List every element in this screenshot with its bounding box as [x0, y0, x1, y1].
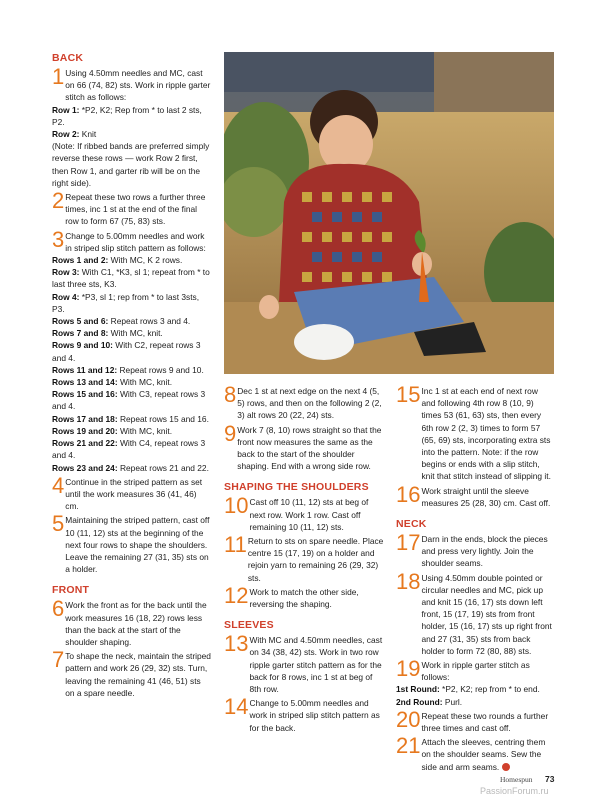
step-number: 17 [396, 530, 421, 556]
step-text: Work 7 (8, 10) rows straight so that the front now measures the same as the back to the start of the shoulder shaping. End with a wrong side row. [237, 424, 382, 472]
step-6 [52, 596, 212, 648]
step-12 [224, 582, 386, 610]
step-text: Return to sts on spare needle. Place centre 15 (17, 19) on a holder and rejoin yarn to remaining 26 (29, 32) sts. [247, 536, 384, 583]
step-2 [52, 188, 212, 228]
step-number: 5 [52, 511, 65, 537]
section-heading-shoulders: SHAPING THE SHOULDERS [224, 481, 369, 494]
step-text: Darn in the ends, block the pieces and press very lightly. Join the shoulder seams. [421, 534, 548, 569]
step-number: 19 [396, 656, 421, 682]
step-3 [52, 226, 212, 254]
instruction-row: 1st Round: *P2, K2; rep from * to end. [396, 684, 540, 695]
step-7 [52, 647, 212, 699]
instruction-row: Rows 19 and 20: With MC, knit. [52, 425, 173, 436]
step-14 [224, 694, 386, 734]
instruction-row: Rows 5 and 6: Repeat rows 3 and 4. [52, 316, 191, 327]
step-number: 14 [224, 694, 249, 720]
step-number: 7 [52, 647, 65, 673]
step-9 [224, 420, 386, 473]
step-17 [396, 530, 554, 570]
step-number: 21 [396, 733, 421, 759]
step-21 [396, 733, 554, 773]
instruction-row: Rows 21 and 22: With C4, repeat rows 3 and 4. [52, 438, 206, 461]
step-text: Work the front as for the back until the work measures 16 (18, 22) rows less than the back at the start of the shoulder shaping. [65, 600, 207, 647]
step-text: To shape the neck, maintain the striped pattern and work 26 (29, 32) sts. Turn, leaving the remaining 41 (46, 51) sts on a spare needle. [65, 651, 211, 698]
step-text: Change to 5.00mm needles and work in striped slip stitch pattern as follows: [65, 230, 206, 253]
step-1 [52, 64, 212, 104]
instruction-row: Row 4: *P3, sl 1; rep from * to last 3sts, P3. [52, 291, 200, 314]
step-text: Work in ripple garter stitch as follows: [421, 660, 530, 683]
watermark: PassionForum.ru [480, 786, 549, 796]
step-number: 13 [224, 631, 249, 657]
child-photo [224, 52, 554, 374]
left-column [52, 52, 212, 699]
step-number: 18 [396, 568, 421, 594]
step-15 [396, 382, 554, 483]
step-text: Repeat these two rows a further three times, inc 1 st at the end of the final row to form 67 (75, 83) sts. [65, 192, 206, 227]
instruction-row: Rows 13 and 14: With MC, knit. [52, 377, 173, 388]
instruction-row: Rows 17 and 18: Repeat rows 15 and 16. [52, 413, 209, 424]
step-number: 10 [224, 493, 249, 519]
step-text: Inc 1 st at each end of next row and following 4th row 8 (10, 9) times 53 (61, 63) sts, then every 6th row 2 (2, 3) times to form 57 (65, 69) sts, incorporating extra sts into the pattern. Note: if the row begins or ends with a slip stitch, knit that stitch instead of slipping it. [421, 386, 551, 482]
step-number: 20 [396, 706, 421, 732]
step-number: 12 [224, 582, 249, 608]
step-18 [396, 568, 554, 657]
step-number: 3 [52, 226, 65, 252]
step-text: Maintaining the striped pattern, cast off 10 (11, 12) sts at the beginning of the next four rows to shape the shoulders. Leave the remaining 27 (31, 35) sts on a holder. [65, 515, 210, 575]
step-text: Change to 5.00mm needles and work in striped slip stitch pattern as for the back. [249, 698, 380, 733]
step-number: 1 [52, 64, 65, 89]
photo-illustration [224, 52, 554, 374]
step-16 [396, 481, 554, 509]
instruction-row: Rows 23 and 24: Repeat rows 21 and 22. [52, 462, 209, 473]
instruction-row: Rows 11 and 12: Repeat rows 9 and 10. [52, 364, 204, 375]
step-text: Attach the sleeves, centring them on the shoulder seams. Sew the side and arm seams. [421, 737, 546, 772]
note-text: (Note: If ribbed bands are preferred simply reverse these rows — work Row 2 first, then Row 1, and garter rib will be on the right side). [52, 141, 210, 188]
step-number: 11 [224, 532, 247, 558]
instruction-row: 2nd Round: Purl. [396, 696, 463, 707]
step-text: Repeat these two rounds a further three times and cast off. [421, 710, 549, 734]
step-number: 8 [224, 382, 237, 407]
step-20 [396, 706, 554, 734]
right-column [396, 383, 554, 773]
step-text: Using 4.50mm needles and MC, cast on 66 (74, 82) sts. Work in ripple garter stitch as follows: [65, 68, 211, 103]
step-4 [52, 472, 212, 513]
step-number: 9 [224, 420, 237, 446]
step-text: Using 4.50mm double pointed or circular needles and MC, pick up and knit 15 (16, 17) sts down left front, 15 (17, 19) sts from front holder, 15 (16, 17) sts up right front and 27 (31, 35) sts from back holder to form 72 (80, 88) sts. [421, 572, 552, 656]
instruction-row: Row 3: With C1, *K3, sl 1; repeat from * to last three sts, K3. [52, 267, 210, 290]
section-heading-back: BACK [52, 52, 84, 64]
instruction-row: Rows 1 and 2: With MC, K 2 rows. [52, 255, 183, 266]
step-13 [224, 631, 386, 695]
instruction-row: Row 2: Knit [52, 129, 97, 140]
step-text: Work straight until the sleeve measures 25 (28, 30) cm. Cast off. [421, 485, 551, 508]
instruction-row: Rows 9 and 10: With C2, repeat rows 3 and 4. [52, 340, 201, 363]
step-number: 2 [52, 188, 65, 214]
step-number: 4 [52, 472, 65, 498]
step-8 [224, 382, 386, 422]
instruction-row: Rows 7 and 8: With MC, knit. [52, 328, 163, 339]
section-heading-front: FRONT [52, 584, 90, 597]
end-mark-icon [502, 763, 510, 771]
step-10 [224, 493, 386, 533]
step-text: With MC and 4.50mm needles, cast on 34 (38, 42) sts. Work in two row ripple garter stitch pattern as for the back for 8 rows, inc 1 st at beg of 8th row. [249, 635, 383, 695]
step-text: Dec 1 st at next edge on the next 4 (5, 5) rows, and then on the following 2 (2, 3) alt rows 20 (22, 24) sts. [237, 386, 382, 421]
magazine-brand: Homespun [500, 775, 533, 784]
instruction-row: Row 1: *P2, K2; Rep from * to last 2 sts, P2. [52, 104, 202, 127]
step-text: Cast off 10 (11, 12) sts at beg of next row. Work 1 row. Cast off remaining 10 (11, 12) sts. [249, 497, 369, 532]
section-heading-sleeves: SLEEVES [224, 619, 274, 632]
step-number: 16 [396, 481, 421, 507]
page-number: 73 [545, 774, 555, 784]
step-11 [224, 532, 386, 584]
section-heading-neck: NECK [396, 518, 427, 531]
step-text: Continue in the striped pattern as set until the work measures 36 (41, 46) cm. [65, 476, 203, 512]
step-19 [396, 656, 554, 683]
middle-column [224, 383, 386, 734]
step-number: 6 [52, 596, 65, 622]
step-5 [52, 511, 212, 575]
step-text: Work to match the other side, reversing the shaping. [249, 586, 359, 610]
step-number: 15 [396, 382, 421, 407]
instruction-row: Rows 15 and 16: With C3, repeat rows 3 and 4. [52, 389, 206, 412]
